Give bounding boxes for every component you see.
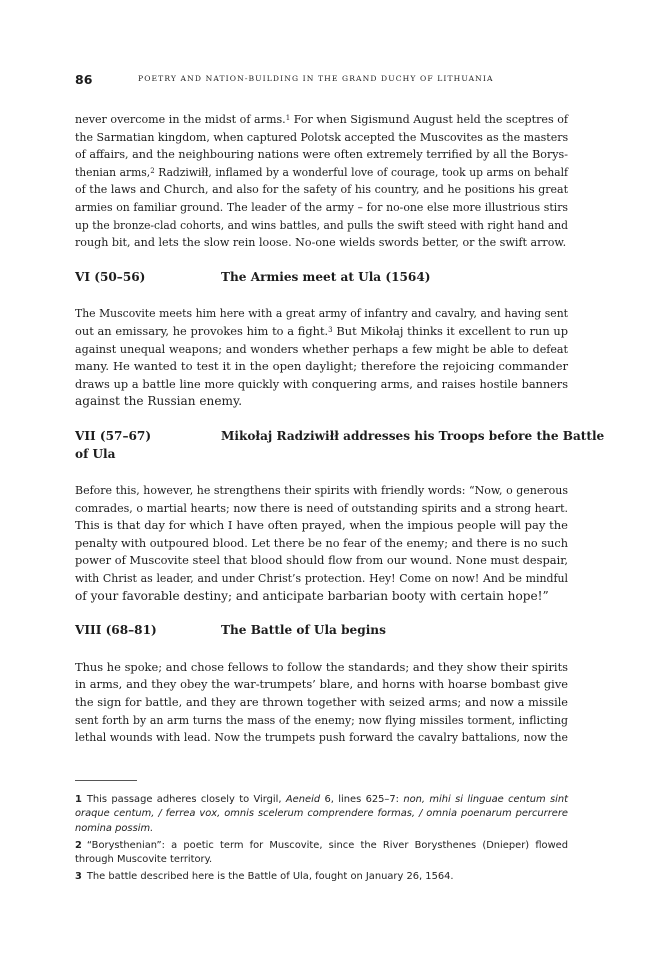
text-line: through Muscovite territory. — [75, 854, 213, 866]
text-line: of affairs, and the neighbouring nations were often extremely terrified by all the Borys- — [75, 148, 568, 162]
footnote-number: 3 — [75, 871, 82, 883]
text-line: penalty with outpoured blood. Let there be no fear of the enemy; and there is no such — [75, 536, 568, 550]
text-line: comrades, o martial hearts; now there is need of outstanding spirits and a strong heart. — [75, 501, 568, 515]
section-number: VII (57–67) — [75, 428, 152, 443]
running-header — [75, 72, 575, 86]
footnote-ref-3[interactable]: 3 — [328, 325, 333, 334]
footnote-number: 2 — [75, 839, 82, 851]
section-heading-vi — [75, 269, 568, 287]
latin-quote: oraque centum, / ferrea vox, omnis scelerum comprendere formas, / omnia poenarum percurrere — [75, 808, 568, 820]
page-number: 86 — [75, 72, 93, 87]
section-vii-paragraph — [75, 482, 568, 605]
section-title-continued: of Ula — [75, 446, 116, 461]
section-viii-paragraph — [75, 659, 568, 747]
section-number: VIII (68–81) — [75, 623, 157, 638]
footnotes — [75, 793, 568, 888]
latin-quote: non, mihi si linguae centum sint — [403, 794, 568, 805]
footnote-number: 1 — [75, 794, 82, 805]
text-run: thenian arms, — [75, 165, 151, 179]
text-run: The battle described here is the Battle of Ula, fought on January 26, 1564. — [86, 871, 454, 883]
text-run: “Borysthenian”: a poetic term for Muscovite, since the River Borysthenes (Dnieper) flowed — [86, 839, 568, 851]
text-line: many. He wanted to test it in the open daylight; therefore the rejoicing commander — [75, 359, 568, 374]
text-line: Before this, however, he strengthens their spirits with friendly words: “Now, o generous — [75, 484, 568, 498]
text-line: power of Muscovite steel that blood should flow from our wound. None must despair, — [75, 553, 569, 568]
text-run: Radziwiłł, inflamed by a wonderful love of courage, took up arms on behalf — [154, 165, 568, 179]
text-line — [75, 839, 568, 853]
text-line: with Christ as leader, and under Christ’s protection. Hey! Come on now! And be mindful — [75, 572, 568, 586]
text-run: never overcome in the midst of arms. — [75, 113, 286, 126]
text-line: against unequal weapons; and wonders whether perhaps a few might be able to defeat — [75, 342, 568, 356]
text-line: armies on familiar ground. The leader of the army – for no-one else more illustrious stirs — [75, 200, 568, 214]
section-vi-paragraph — [75, 305, 568, 411]
footnote-divider — [75, 780, 137, 781]
section-title: The Battle of Ula begins — [221, 623, 386, 638]
work-title: Aeneid — [285, 794, 321, 805]
main-text — [75, 111, 605, 747]
text-line: up the bronze-clad cohorts, and wins battles, and pulls the swift steed with right hand and — [75, 218, 568, 232]
section-heading-viii — [75, 622, 568, 640]
footnote-ref-2[interactable]: 2 — [150, 166, 155, 175]
text-run: For when Sigismund August held the sceptres of — [290, 113, 568, 126]
text-line: The Muscovite meets him here with a great army of infantry and cavalry, and having sent — [75, 307, 568, 321]
text-line: the sign for battle, and they are thrown together with seized arms; and now a missile — [75, 696, 568, 710]
footnote-3 — [75, 870, 568, 884]
running-title: POETRY AND NATION-BUILDING IN THE GRAND DUCHY OF LITHUANIA — [138, 74, 494, 83]
intro-paragraph — [75, 111, 568, 252]
text-run: out an emissary, he provokes him to a fight. — [75, 323, 329, 338]
section-heading-vii — [75, 428, 605, 463]
footnote-1 — [75, 793, 568, 836]
text-run: But Mikołaj thinks it excellent to run up — [332, 323, 568, 338]
text-line: against the Russian enemy. — [75, 394, 243, 409]
text-line — [75, 323, 568, 341]
text-line: draws up a battle line more quickly with conquering arms, and raises hostile banners — [75, 377, 568, 391]
footnote-ref-1[interactable]: 1 — [285, 114, 291, 122]
text-run: 6, lines 625–7: — [320, 794, 404, 805]
text-line: lethal wounds with lead. Now the trumpets push forward the cavalry battalions, now the — [75, 731, 568, 745]
text-line: sent forth by an arm turns the mass of the enemy; now flying missiles torment, inflicting — [75, 713, 568, 727]
text-line — [75, 870, 568, 884]
text-line — [75, 164, 568, 182]
text-run: This passage adheres closely to Virgil, — [86, 794, 286, 805]
text-line: of your favorable destiny; and anticipate barbarian booty with certain hope!” — [75, 588, 549, 603]
section-number: VI (50–56) — [75, 269, 146, 284]
footnote-2 — [75, 839, 568, 868]
text-line — [75, 111, 568, 129]
text-line: in arms, and they obey the war-trumpets’ blare, and horns with hoarse bombast give — [75, 677, 568, 692]
latin-quote: nomina possim. — [75, 822, 154, 834]
text-line — [75, 793, 568, 807]
text-line: This is that day for which I have often prayed, when the impious people will pay the — [75, 518, 568, 533]
text-line: the Sarmatian kingdom, when captured Polotsk accepted the Muscovites as the masters — [75, 130, 569, 144]
section-title: Mikołaj Radziwiłł addresses his Troops before the Battle — [221, 428, 605, 443]
text-line: of the laws and Church, and also for the safety of his country, and he positions his great — [75, 183, 568, 197]
text-line: rough bit, and lets the slow rein loose. No-one wields swords better, or the swift arrow. — [75, 236, 567, 250]
section-title: The Armies meet at Ula (1564) — [221, 269, 431, 284]
text-line: Thus he spoke; and chose fellows to follow the standards; and they show their spirits — [75, 659, 568, 674]
